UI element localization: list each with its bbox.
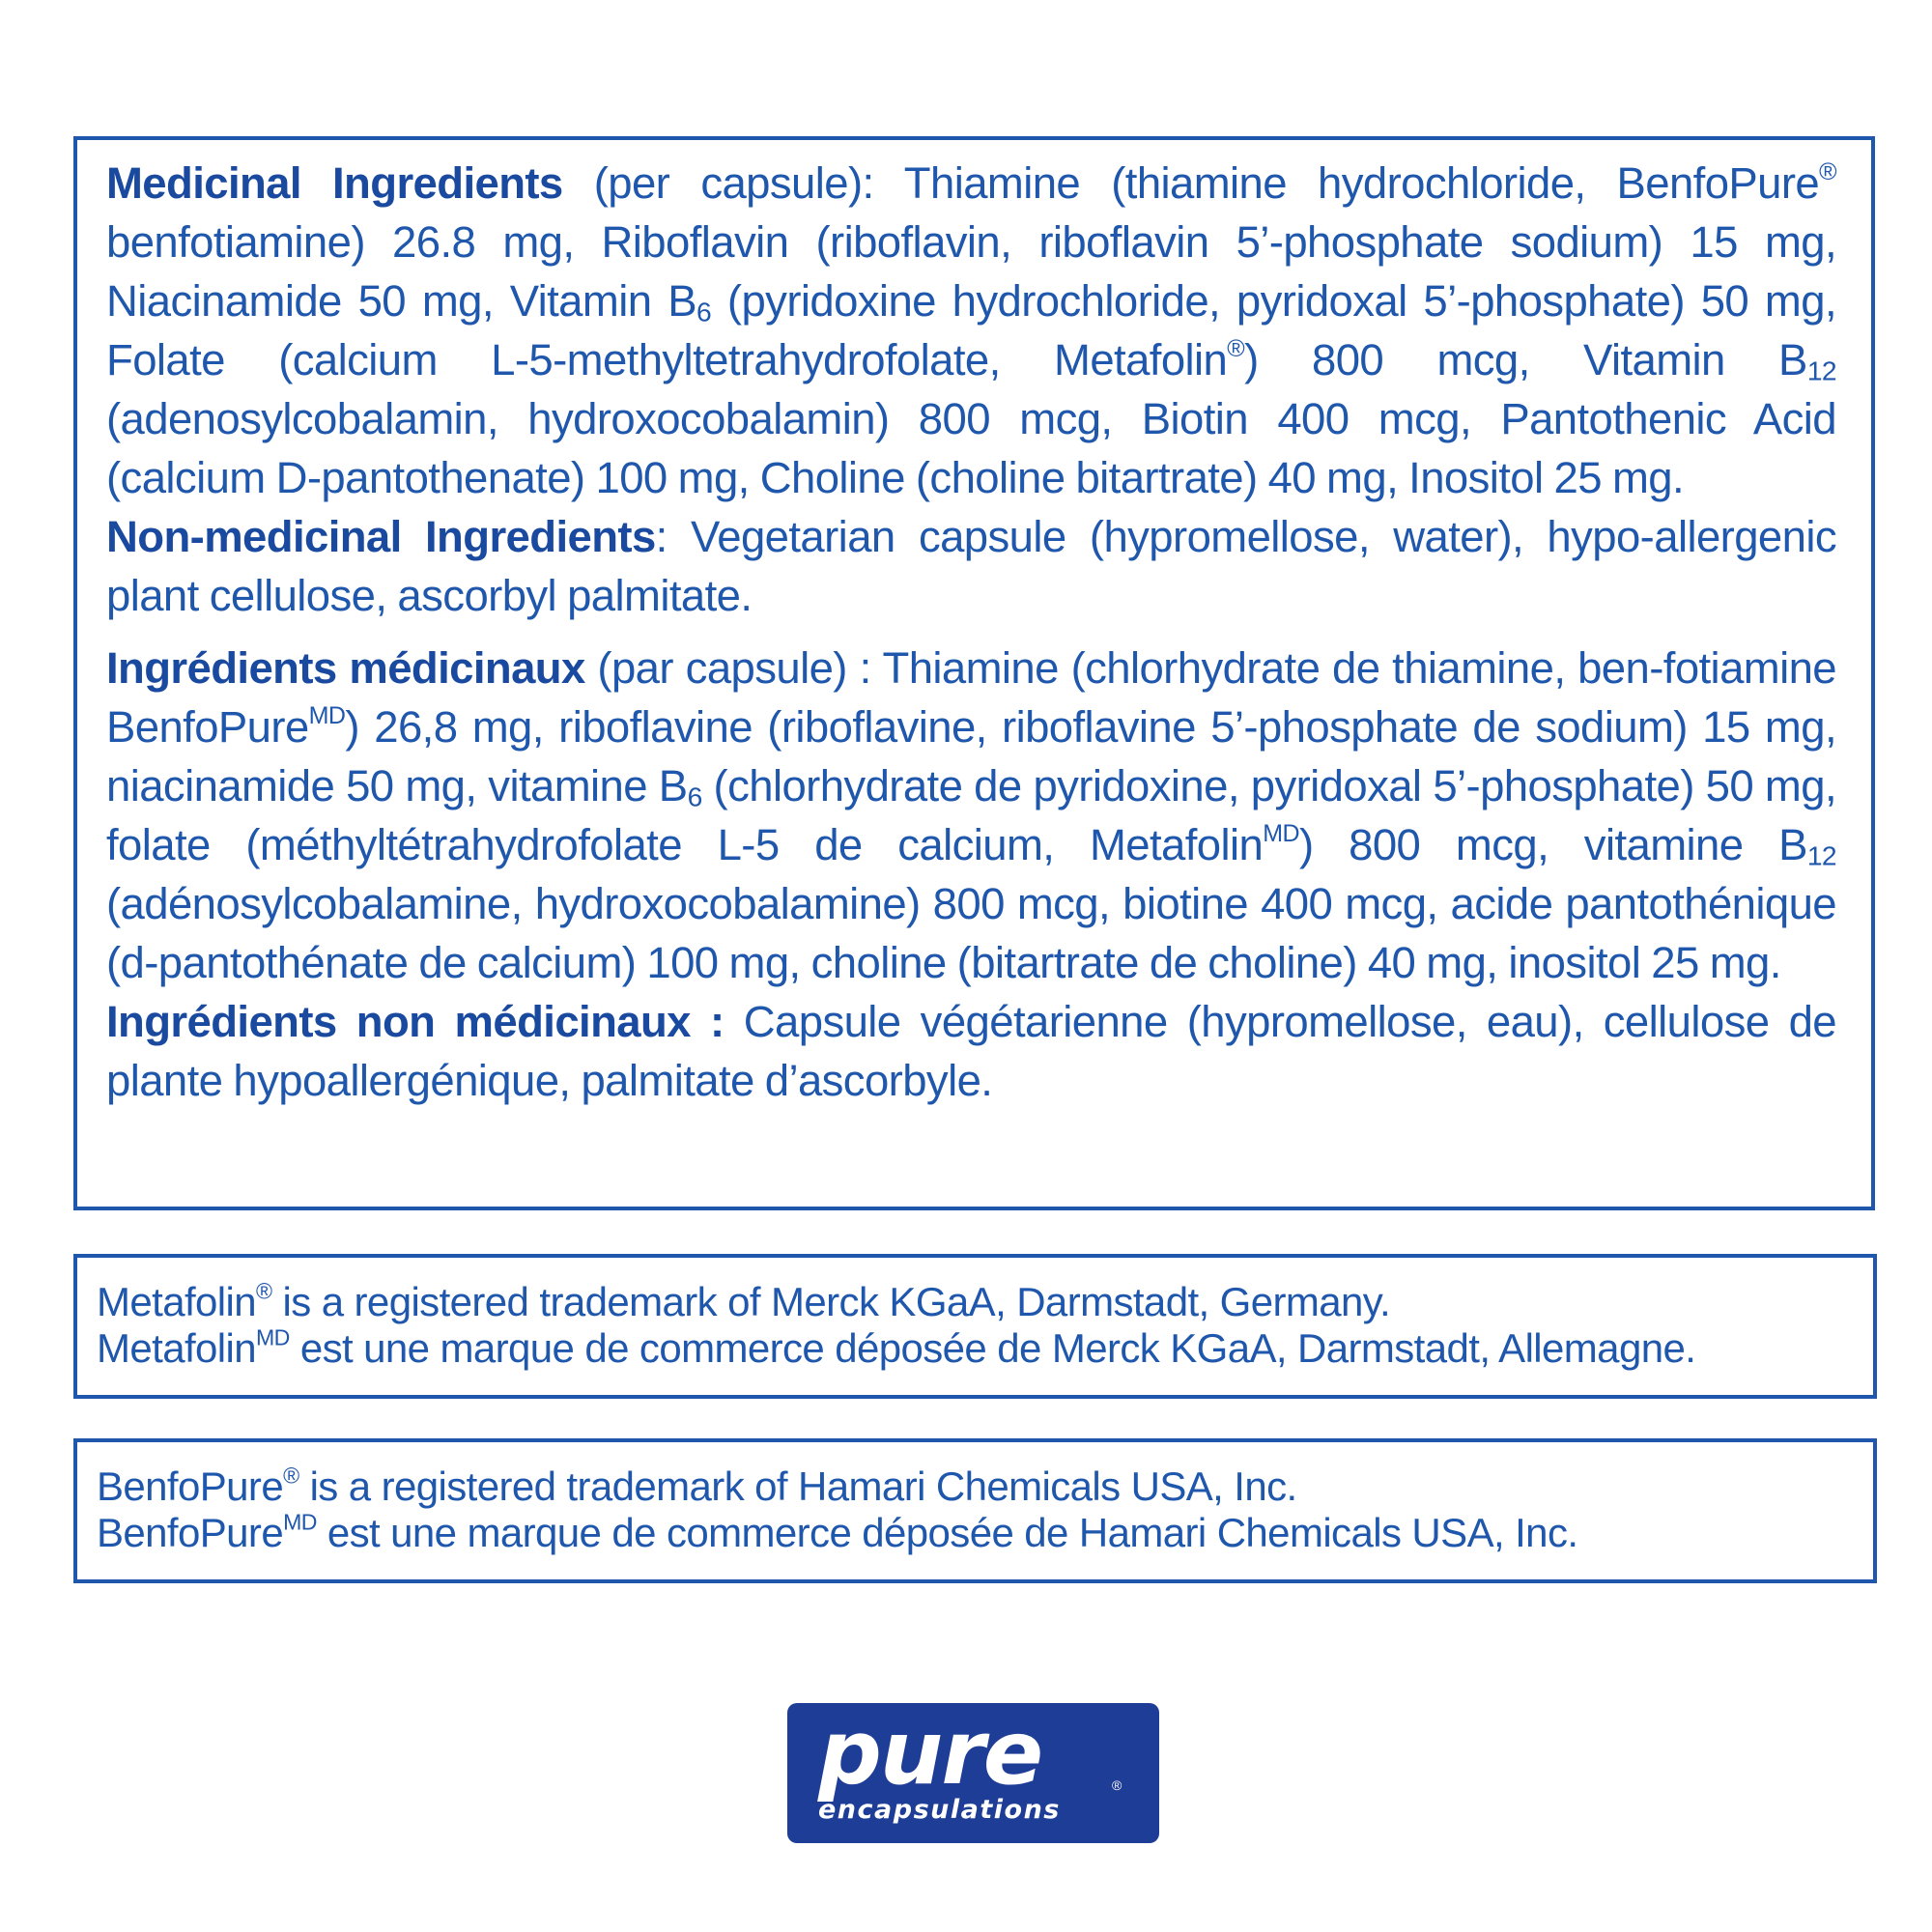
metafolin-trademark-notice [73,1254,1877,1399]
medicinal-text-fr-2: ) 26,8 mg, riboflavine (riboflavine, riboflavine 5’-phosphate de sodium) 15 mg, niacinamide 50 mg, vitamine B [106,702,1836,810]
brand-name: Metafolin [97,1279,257,1324]
nonmedicinal-heading-fr: Ingrédients non médicinaux : [106,997,724,1046]
trademark-text-fr: est une marque de commerce déposée de Hamari Chemicals USA, Inc. [316,1510,1578,1555]
registered-mark: ® [256,1278,272,1304]
medicinal-text-en-1: (per capsule): Thiamine (thiamine hydrochloride, BenfoPure [562,158,1820,208]
medicinal-text-fr-5: (adénosylcobalamine, hydroxocobalamine) 800 mcg, biotine 400 mcg, acide pantothénique (d-pantothénate de calcium) 100 mg, choline (bitartrate de choline) 40 mg, inositol 25 mg. [106,879,1836,987]
trademark-text-fr: est une marque de commerce déposée de Merck KGaA, Darmstadt, Allemagne. [289,1325,1696,1371]
medicinal-text-fr-1: (par capsule) : Thiamine (chlorhydrate de thiamine, ben-fotiamine BenfoPure [106,643,1836,752]
pure-encapsulations-logo [787,1703,1159,1843]
medicinal-heading-en: Medicinal Ingredients [106,158,563,208]
registered-mark: ® [283,1463,299,1489]
medicinal-text-fr-3: (chlorhydrate de pyridoxine, pyridoxal 5’-phosphate) 50 mg, folate (méthyltétrahydrofolate L-5 de calcium, Metafolin [106,761,1836,869]
logo-subtitle: encapsulations [818,1795,1061,1825]
nonmedicinal-ingredients-fr [106,992,1836,1110]
nonmedicinal-text-en: : Vegetarian capsule (hypromellose, water), hypo-allergenic plant cellulose, ascorbyl palmitate. [106,512,1836,620]
medicinal-text-en-3: (pyridoxine hydrochloride, pyridoxal 5’-phosphate) 50 mg, Folate (calcium L-5-methyltetrahydrofolate, Metafolin [106,276,1836,384]
medicinal-text-en-2: benfotiamine) 26.8 mg, Riboflavin (riboflavin, riboflavin 5’-phosphate sodium) 15 mg, Niacinamide 50 mg, Vitamin B [106,217,1836,326]
medicinal-text-en-4: ) 800 mcg, Vitamin B [1244,335,1807,384]
trademark-line-en [97,1463,1854,1510]
md-mark: MD [308,702,346,730]
md-mark: MD [283,1509,317,1535]
subscript-12: 12 [1806,839,1836,871]
brand-name: Metafolin [97,1325,257,1371]
medicinal-heading-fr: Ingrédients médicinaux [106,643,585,693]
medicinal-text-en-5: (adenosylcobalamin, hydroxocobalamin) 800 mcg, Biotin 400 mcg, Pantothenic Acid (calcium D-pantothenate) 100 mg, Choline (choline bitartrate) 40 mg, Inositol 25 mg. [106,394,1836,502]
nonmedicinal-text-fr: Capsule végétarienne (hypromellose, eau), cellulose de plante hypoallergénique, palmitate d’ascorbyle. [106,997,1836,1105]
trademark-line-en [97,1279,1854,1325]
subscript-6: 6 [687,781,702,812]
brand-name: BenfoPure [97,1510,284,1555]
subscript-12: 12 [1806,355,1836,386]
medicinal-ingredients-en [106,154,1836,507]
trademark-line-fr [97,1510,1854,1556]
trademark-text-en: is a registered trademark of Merck KGaA, Darmstadt, Germany. [271,1279,1391,1324]
ingredients-panel [73,136,1875,1210]
logo-wordmark: pure [818,1701,1042,1804]
brand-name: BenfoPure [97,1463,284,1509]
logo-registered-mark: ® [1112,1777,1122,1793]
registered-mark: ® [1819,158,1836,186]
registered-mark: ® [1227,335,1245,363]
medicinal-ingredients-fr [106,639,1836,992]
subscript-6: 6 [696,296,712,327]
nonmedicinal-ingredients-en [106,507,1836,625]
md-mark: MD [256,1324,290,1350]
medicinal-text-fr-4: ) 800 mcg, vitamine B [1298,820,1807,869]
benfopure-trademark-notice [73,1438,1877,1583]
trademark-line-fr [97,1325,1854,1372]
trademark-text-en: is a registered trademark of Hamari Chemicals USA, Inc. [298,1463,1297,1509]
nonmedicinal-heading-en: Non-medicinal Ingredients [106,512,656,561]
md-mark: MD [1263,820,1299,848]
